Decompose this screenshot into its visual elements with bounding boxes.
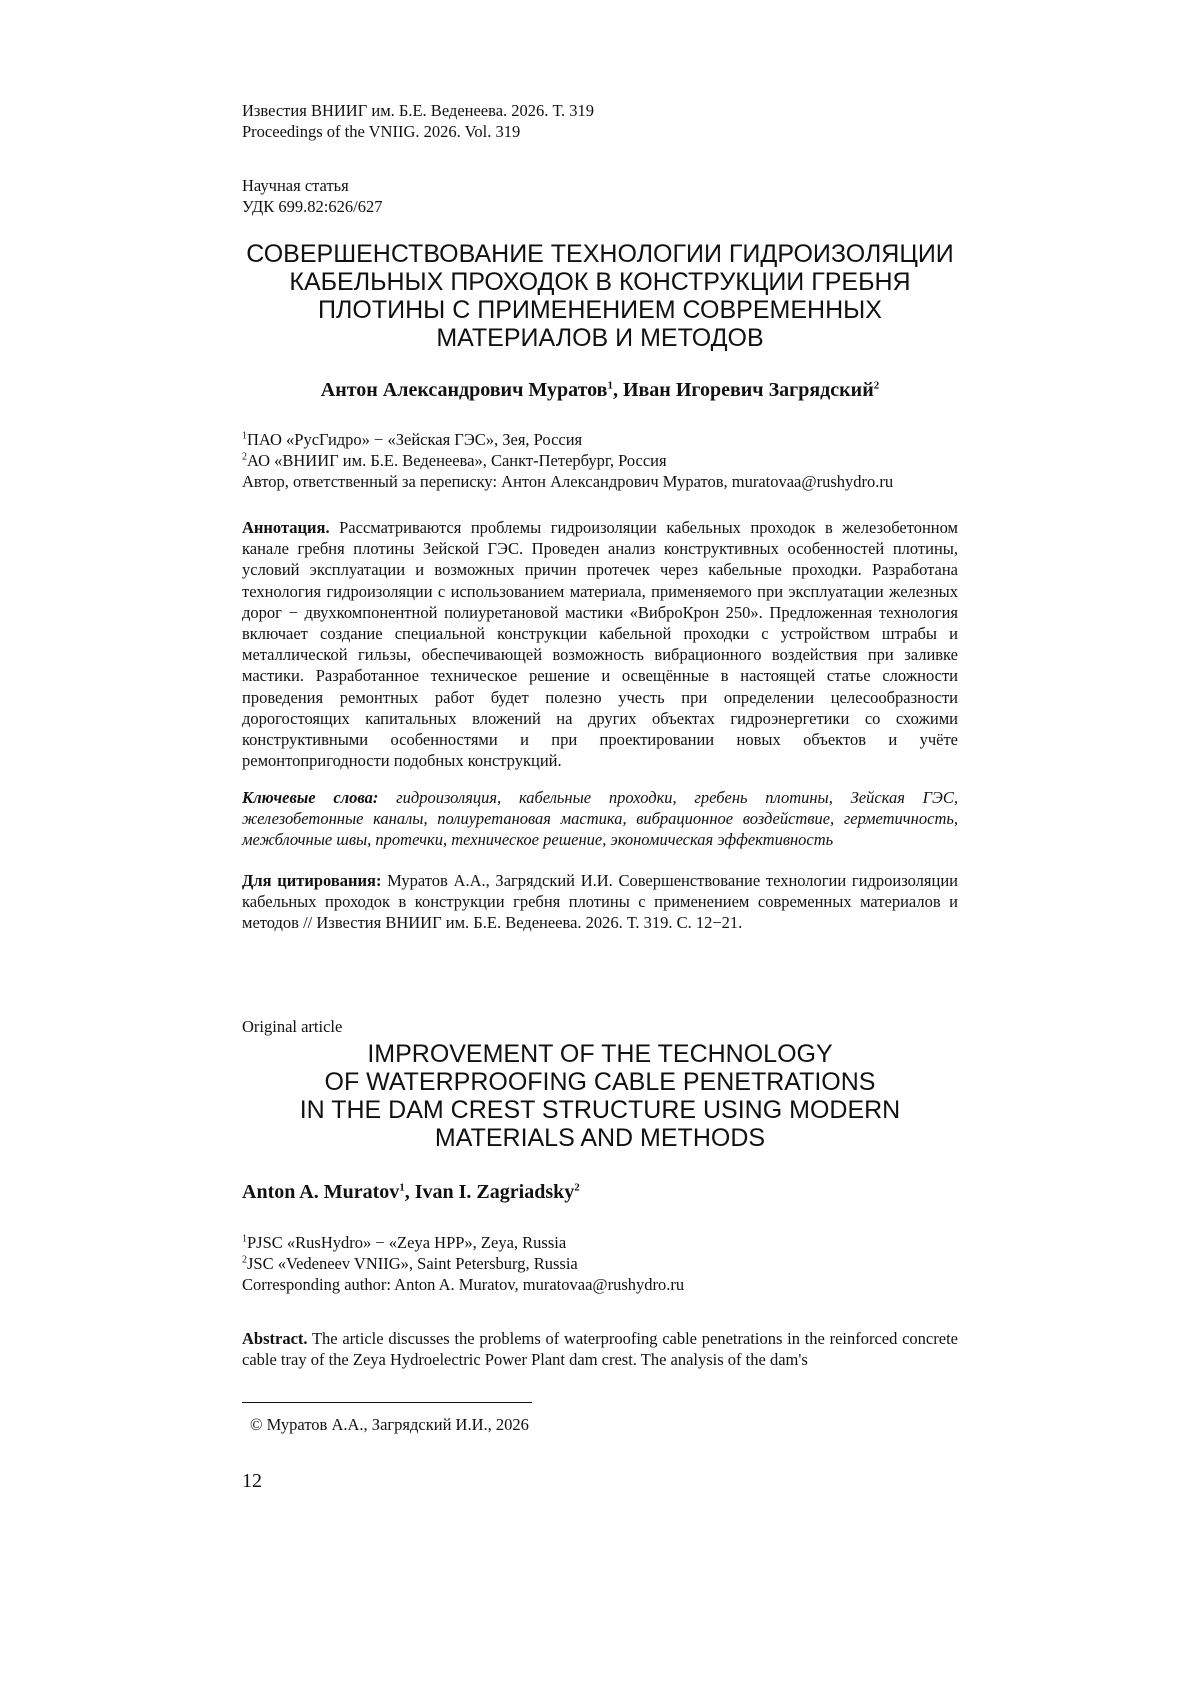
affiliation bbox=[242, 429, 958, 450]
author-name: Anton A. Muratov bbox=[242, 1181, 400, 1203]
affiliation bbox=[242, 1253, 958, 1274]
abstract-text-ru: Рассматриваются проблемы гидроизоляции кабельных проходок в железобетонном канале гребня плотины Зейской ГЭС. Проведен анализ конструктивных особенностей плотины, условий эксплуатации и возможных причин протечек через кабельные проходки. Разработана технология гидроизоляции с использованием материала, применяемого при эксплуатации железных дорог − двухкомпонентной полиуретановой мастики «ВиброКрон 250». Предложенная технология включает создание специальной конструкции кабельной проходки с устройством штрабы и металлической гильзы, обеспечивающей возможность вибрационного воздействия при заливке мастики. Разработанное техническое решение и освещённые в настоящей статье сложности проведения ремонтных работ будет полезно учесть при определении целесообразности дорогостоящих капитальных вложений на других объектах гидроэнергетики со схожими конструктивными особенностями и при проектировании новых объектов и учёте ремонтопригодности подобных конструкций. bbox=[242, 518, 958, 771]
affiliation-text: PJSC «RusHydro» − «Zeya HPP», Zeya, Russia bbox=[247, 1233, 567, 1252]
affiliation-text: АО «ВНИИГ им. Б.Е. Веденеева», Санкт-Петербург, Россия bbox=[247, 451, 667, 470]
author-separator: , bbox=[612, 379, 623, 401]
corresponding-author-ru: Автор, ответственный за переписку: Антон Александрович Муратов, muratovaa@rushydro.ru bbox=[242, 472, 894, 491]
keywords-text: гидроизоляция, кабельные проходки, гребень плотины, Зейская ГЭС, железобетонные каналы, полиуретановая мастика, вибрационное воздействие, герметичность, межблочные швы, протечки, техническое решение, экономическая эффективность bbox=[242, 788, 958, 850]
affiliations-en bbox=[242, 1232, 958, 1295]
author-affiliation-mark: 2 bbox=[574, 1181, 580, 1194]
author-name: Ivan I. Zagriadsky bbox=[414, 1181, 575, 1203]
keywords-label: Ключевые слова: bbox=[242, 788, 379, 807]
title-en-line: IN THE DAM CREST STRUCTURE USING MODERN bbox=[299, 1096, 901, 1124]
corresponding-author-en: Corresponding author: Anton A. Muratov, muratovaa@rushydro.ru bbox=[242, 1275, 685, 1294]
title-ru-line: КАБЕЛЬНЫХ ПРОХОДОК В КОНСТРУКЦИИ ГРЕБНЯ bbox=[289, 268, 911, 296]
article-title-ru bbox=[242, 240, 958, 352]
keywords-ru bbox=[242, 787, 958, 851]
affiliation bbox=[242, 450, 958, 471]
author-name: Иван Игоревич Загрядский bbox=[622, 379, 874, 401]
journal-title-ru: Известия ВНИИГ им. Б.Е. Веденеева. 2026. Т. 319 bbox=[242, 101, 594, 120]
affiliation bbox=[242, 1232, 958, 1253]
article-type-en: Original article bbox=[242, 1017, 343, 1036]
copyright-footnote: © Муратов А.А., Загрядский И.И., 2026 bbox=[250, 1415, 529, 1434]
article-meta-ru bbox=[242, 175, 958, 217]
affiliation-mark: 2 bbox=[242, 1254, 247, 1266]
authors-ru bbox=[242, 378, 958, 402]
author-affiliation-mark: 2 bbox=[873, 379, 880, 392]
citation-label: Для цитирования: bbox=[242, 871, 382, 890]
affiliation-mark: 1 bbox=[242, 1233, 247, 1245]
affiliation-mark: 1 bbox=[242, 430, 247, 442]
abstract-en bbox=[242, 1328, 958, 1370]
abstract-text-en: The article discusses the problems of waterproofing cable penetrations in the reinforced concrete cable tray of the Zeya Hydroelectric Power Plant dam crest. The analysis of the dam's bbox=[242, 1329, 958, 1370]
author-separator: , bbox=[404, 1181, 415, 1203]
title-en-line: MATERIALS AND METHODS bbox=[434, 1124, 766, 1152]
title-ru-line: СОВЕРШЕНСТВОВАНИЕ ТЕХНОЛОГИИ ГИДРОИЗОЛЯЦИИ bbox=[246, 240, 954, 268]
affiliation-text: JSC «Vedeneev VNIIG», Saint Petersburg, Russia bbox=[247, 1254, 578, 1273]
title-en-line: OF WATERPROOFING CABLE PENETRATIONS bbox=[324, 1068, 876, 1096]
abstract-ru bbox=[242, 517, 958, 771]
article-title-en bbox=[242, 1040, 958, 1152]
title-ru-line: МАТЕРИАЛОВ И МЕТОДОВ bbox=[436, 324, 764, 352]
author-affiliation-mark: 1 bbox=[607, 379, 613, 392]
page-number: 12 bbox=[242, 1470, 262, 1492]
journal-header bbox=[242, 100, 958, 142]
footnote-divider bbox=[242, 1402, 532, 1403]
citation-ru bbox=[242, 870, 958, 934]
abstract-label-ru: Аннотация. bbox=[242, 518, 330, 537]
title-ru-line: ПЛОТИНЫ С ПРИМЕНЕНИЕМ СОВРЕМЕННЫХ bbox=[318, 296, 882, 324]
author-name: Антон Александрович Муратов bbox=[320, 379, 608, 401]
affiliation-text: ПАО «РусГидро» − «Зейская ГЭС», Зея, Россия bbox=[247, 430, 583, 449]
journal-title-en: Proceedings of the VNIIG. 2026. Vol. 319 bbox=[242, 122, 521, 141]
authors-en bbox=[242, 1180, 958, 1204]
author-affiliation-mark: 1 bbox=[399, 1181, 405, 1194]
citation-text: Муратов А.А., Загрядский И.И. Совершенствование технологии гидроизоляции кабельных проходок в конструкции гребня плотины с применением современных материалов и методов // Известия ВНИИГ им. Б.Е. Веденеева. 2026. Т. 319. С. 12−21. bbox=[242, 871, 958, 933]
affiliations-ru bbox=[242, 429, 958, 492]
article-type-ru: Научная статья bbox=[242, 176, 349, 195]
abstract-label-en: Abstract. bbox=[242, 1329, 308, 1348]
affiliation-mark: 2 bbox=[242, 451, 247, 463]
udc-code: УДК 699.82:626/627 bbox=[242, 197, 383, 216]
title-en-line: IMPROVEMENT OF THE TECHNOLOGY bbox=[367, 1040, 833, 1068]
